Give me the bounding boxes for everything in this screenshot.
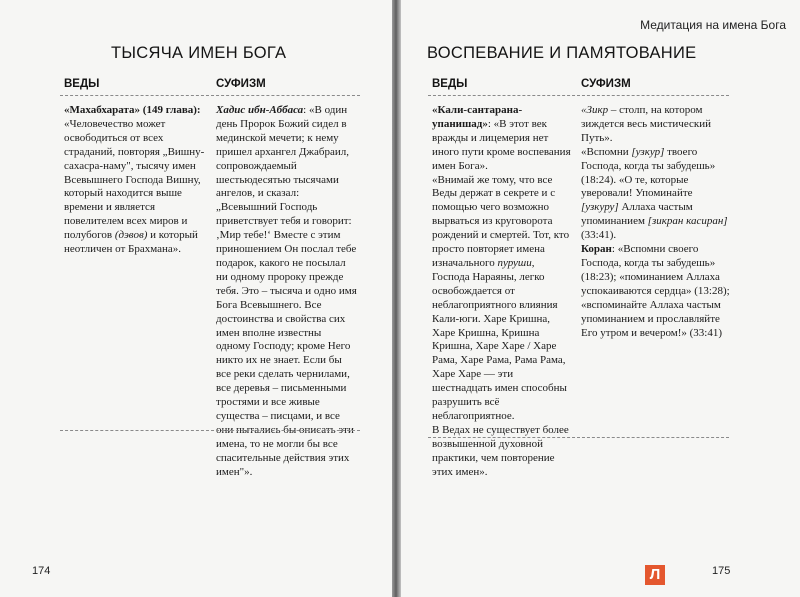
vedy-source: «Кали-сантарана-упанишад»	[432, 104, 523, 130]
right-vedy-text	[432, 104, 574, 479]
vedy-quote-end: и который неотличен от Брахмана».	[64, 229, 198, 256]
right-sufism-text	[581, 104, 731, 340]
left-col-sufism-heading: СУФИЗМ	[216, 78, 266, 90]
vedy-quote: «Человечество может освободиться от всех страданий, повторяя „Вишну-сахасра-наму", тысячу имен Всевышнего Господа Вишну, который находится выше времени и является повелителем всех миров и полубогов	[64, 117, 205, 242]
footer-rule	[60, 430, 360, 431]
quran-quote: : «Вспомни своего Господа, когда ты забудешь» (18:23); «поминанием Аллаха успокаиваются сердца» (13:28); «вспоминайте Аллаха частым упоминанием и прославляйте Его утром и вечером!» (33:41)	[581, 243, 730, 339]
footer-rule	[428, 437, 729, 438]
quran-term-uzkuru: [узкуру]	[581, 201, 619, 214]
zikr-term: «Зикр	[581, 104, 609, 116]
quran-term-zikran: [зикран касиран]	[647, 215, 728, 228]
left-page-title: ТЫСЯЧА ИМЕН БОГА	[111, 44, 287, 62]
vedy-italic-term: (дэвов)	[114, 229, 148, 242]
right-col-sufism-heading: СУФИЗМ	[581, 78, 631, 90]
vedy-source: «Махабхарата» (149 глава):	[64, 104, 201, 116]
quran-quote-e: Аллаха частым упоминанием	[581, 201, 693, 228]
right-page-number: 175	[712, 565, 731, 577]
quran-quote-g: (33:41).	[581, 229, 617, 242]
vedy-quote-3: , Господа Нараяны, легко освобождается от неблагоприятного влияния Кали-юги. Харе Кришна, Харе Кришна, Кришна Кришна, Харе Харе / Харе Рама, Харе Рама, Рама Рама, Харе Харе — эти шестнадцать имен способны разрушить всё неблагоприятное.	[432, 256, 567, 422]
vedy-quote-4: В Ведах не существует более возвышенной духовной практики, чем повторение этих имен».	[432, 423, 569, 478]
left-col-vedy-heading: ВЕДЫ	[64, 78, 100, 90]
quran-term-uzkur: [узкур]	[631, 145, 665, 158]
left-sufism-text	[216, 104, 358, 479]
sufism-source: Хадис ибн-Аббаса	[216, 104, 304, 116]
left-page-number: 174	[32, 565, 51, 577]
vedy-italic-term: пуруши	[497, 256, 532, 269]
right-page-title: ВОСПЕВАНИЕ И ПАМЯТОВАНИЕ	[427, 44, 697, 62]
quran-quote-a: «Вспомни	[581, 145, 632, 158]
vedy-quote-2: «Внимай же тому, что все Веды держат в секрете и с помощью чего возможно вырваться из круговорота рождений и смертей. Тот, кто просто повторяет имена изначального	[432, 173, 570, 269]
sufism-quote: : «В один день Пророк Божий сидел в мединской мечети; к нему пришел архангел Джабраил, сопровождаемый шестьюдесятью тысячами ангелов, и сказал: „Всевышний Господь приветствует тебя и говорит: ‚Мир тебе!‘ Вместе с этим приношением Он послал тебе подарок, какого не посылал ни одному пророку прежде тебя. Это – тысяча и одно имя Бога Всевышнего. Все достоинства и свойства сих имен вполне известны одному Господу; кроме Него никто их не знает. Если бы все реки сделать чернилами, все деревья – письменными тростями и все живые существа – писцами, и все они пытались бы описать эти имена, то не могли бы все спасительные действия этих имен"».	[216, 104, 357, 478]
vedy-quote-1: : «В этот век вражды и лицемерия нет иного пути кроме воспевания имен Бога».	[432, 117, 571, 172]
left-vedy-text	[64, 104, 207, 257]
zikr-quote: – столп, на котором зиждется весь мистический Путь».	[581, 104, 711, 144]
publisher-logo: Л	[645, 565, 665, 585]
book-gutter	[392, 0, 401, 597]
quran-quote-c: твоего Господа, когда ты забудешь» (18:24). «О те, которые уверовали! Упоминайте	[581, 145, 716, 200]
header-rule	[60, 95, 360, 96]
right-col-vedy-heading: ВЕДЫ	[432, 78, 468, 90]
header-rule	[428, 95, 729, 96]
running-head: Медитация на имена Бога	[640, 18, 786, 32]
quran-source: Коран	[581, 243, 612, 256]
